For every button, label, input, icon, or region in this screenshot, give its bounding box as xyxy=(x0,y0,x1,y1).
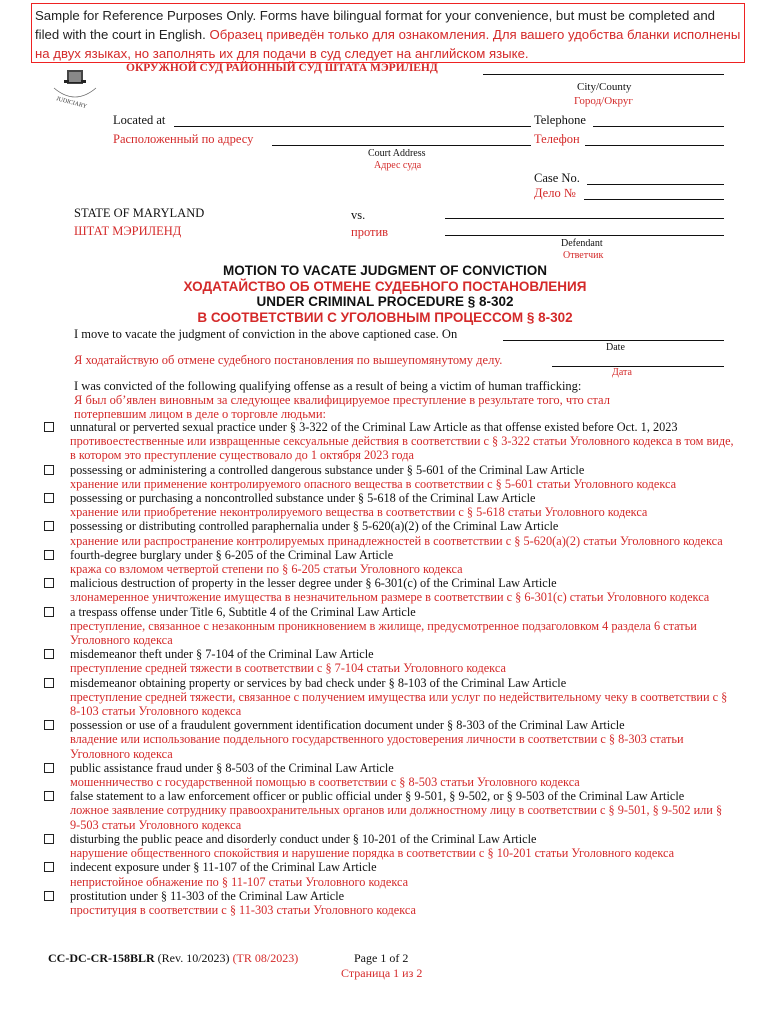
offense-ru: хранение или приобретение неконтролируемого вещества в соответствии с § 5-618 статьи Уголовного кодекса xyxy=(70,505,648,520)
defendant-line-2[interactable] xyxy=(445,235,724,236)
offense-text xyxy=(70,491,734,519)
judiciary-seal xyxy=(50,66,100,108)
court-address-label: Court Address xyxy=(368,148,426,159)
offense-item xyxy=(44,789,734,832)
defendant-label: Defendant xyxy=(561,238,603,249)
offense-en: unnatural or perverted sexual practice under § 3-322 of the Criminal Law Article as that offense existed before Oct. 1, 2023 xyxy=(70,420,678,434)
offense-item xyxy=(44,491,734,519)
offense-text xyxy=(70,718,734,761)
convicted-statement: I was convicted of the following qualifying offense as a result of being a victim of human trafficking: xyxy=(74,379,582,393)
form-rev: (Rev. 10/2023) xyxy=(157,951,230,965)
offense-checkbox[interactable] xyxy=(44,791,54,801)
title-line2-en: UNDER CRIMINAL PROCEDURE § 8-302 xyxy=(256,294,514,309)
state-label-ru: ШТАТ МЭРИЛЕНД xyxy=(74,224,182,238)
offense-en: indecent exposure under § 11-107 of the Criminal Law Article xyxy=(70,860,377,875)
offense-item xyxy=(44,832,734,860)
offense-text xyxy=(70,463,734,491)
motion-date-line[interactable] xyxy=(503,340,724,341)
date-label-ru: Дата xyxy=(612,367,632,378)
telephone-line[interactable] xyxy=(593,126,724,127)
offense-en: possession or use of a fraudulent government identification document under § 8-303 of the Criminal Law Article xyxy=(70,718,625,733)
offense-text xyxy=(70,860,734,888)
offense-checkbox[interactable] xyxy=(44,521,54,531)
telephone-line-ru xyxy=(585,145,724,146)
offense-checkbox[interactable] xyxy=(44,493,54,503)
offense-checkbox[interactable] xyxy=(44,649,54,659)
motion-statement-ru: Я ходатайствую об отмене судебного постановления по вышеупомянутому делу. xyxy=(74,353,503,367)
offense-en: misdemeanor obtaining property or services by bad check under § 8-103 of the Criminal Law Article xyxy=(70,675,567,690)
located-at-label-ru: Расположенный по адресу xyxy=(113,132,254,146)
court-address-label-ru: Адрес суда xyxy=(374,160,422,171)
offense-checkbox[interactable] xyxy=(44,834,54,844)
offense-en: possessing or purchasing a noncontrolled substance under § 5-618 of the Criminal Law Article xyxy=(70,491,536,506)
form-tr: (TR 08/2023) xyxy=(232,951,299,965)
offense-text xyxy=(70,605,734,648)
date-label: Date xyxy=(606,342,625,353)
case-no-line-ru xyxy=(584,199,724,200)
offense-text xyxy=(70,889,734,917)
seal-lettering: JUDICIARY xyxy=(55,96,88,108)
offense-ru: преступление средней тяжести, связанное с получением имущества или услуг по недействительному чеку в соответствии с § 8-103 статьи Уголовного кодекса xyxy=(70,689,728,719)
offense-en: disturbing the public peace and disorderly conduct under § 10-201 of the Criminal Law Article xyxy=(70,831,537,846)
offense-text xyxy=(70,676,734,719)
title-line1-en: MOTION TO VACATE JUDGMENT OF CONVICTION xyxy=(223,263,547,278)
located-at-line-ru xyxy=(272,145,531,146)
offense-checkbox[interactable] xyxy=(44,763,54,773)
offense-ru: противоестественные или извращенные сексуальные действия в соответствии с § 3-322 статьи Уголовного кодекса в том виде, в котором это преступление существовало до 1 октября 2023 года xyxy=(70,434,734,463)
offense-item xyxy=(44,860,734,888)
city-county-label-ru: Город/Округ xyxy=(574,95,633,107)
defendant-label-ru: Ответчик xyxy=(563,250,604,261)
offense-list xyxy=(44,420,734,917)
notice-ru: Образец приведён только для ознакомления. Для вашего удобства бланки исполнены на двух языках, но заполнять их для подачи в суд следует на английском языке. xyxy=(35,27,741,61)
offense-en: prostitution under § 11-303 of the Criminal Law Article xyxy=(70,888,345,903)
title-line1-ru: ХОДАТАЙСТВО ОБ ОТМЕНЕ СУДЕБНОГО ПОСТАНОВЛЕНИЯ xyxy=(183,279,587,294)
offense-item xyxy=(44,463,734,491)
offense-item xyxy=(44,420,734,463)
vs-label-ru: против xyxy=(351,225,389,239)
offense-item xyxy=(44,889,734,917)
notice-en: Sample for Reference Purposes Only. Forms have bilingual format for your convenience, but must be completed and filed with the court in English. xyxy=(35,8,715,42)
offense-ru: непристойное обнажение по § 11-107 статьи Уголовного кодекса xyxy=(70,874,409,889)
offense-text xyxy=(70,832,734,860)
offense-ru: проституция в соответствии с § 11-303 статьи Уголовного кодекса xyxy=(70,902,416,917)
title-line2-ru: В СООТВЕТСТВИИ С УГОЛОВНЫМ ПРОЦЕССОМ § 8-302 xyxy=(197,310,573,325)
offense-item xyxy=(44,718,734,761)
offense-checkbox[interactable] xyxy=(44,550,54,560)
offense-item xyxy=(44,519,734,547)
offense-en: malicious destruction of property in the lesser degree under § 6-301(c) of the Criminal Law Article xyxy=(70,576,557,591)
court-name-line[interactable] xyxy=(483,74,724,75)
offense-en: fourth-degree burglary under § 6-205 of the Criminal Law Article xyxy=(70,547,394,562)
offense-ru: ложное заявление сотруднику правоохранительных органов или должностному лицу в соответствии с § 9-501, § 9-502 или § 9-503 статьи Уголовного кодекса xyxy=(70,803,723,832)
offense-checkbox[interactable] xyxy=(44,422,54,432)
telephone-label-ru: Телефон xyxy=(534,132,580,146)
court-header-ru: ОКРУЖНОЙ СУД РАЙОННЫЙ СУД ШТАТА МЭРИЛЕНД xyxy=(126,62,438,74)
offense-en: a trespass offense under Title 6, Subtitle 4 of the Criminal Law Article xyxy=(70,604,416,619)
vs-label: vs. xyxy=(351,208,366,222)
offense-text xyxy=(70,647,734,675)
state-label: STATE OF MARYLAND xyxy=(74,206,205,220)
offense-item xyxy=(44,576,734,604)
offense-checkbox[interactable] xyxy=(44,891,54,901)
offense-item xyxy=(44,676,734,719)
offense-text xyxy=(70,548,734,576)
offense-ru: нарушение общественного спокойствия и нарушение порядка в соответствии с § 10-201 статьи Уголовного кодекса xyxy=(70,846,675,861)
offense-item xyxy=(44,647,734,675)
case-no-label-ru: Дело № xyxy=(534,186,576,200)
offense-checkbox[interactable] xyxy=(44,678,54,688)
offense-en: possessing or administering a controlled dangerous substance under § 5-601 of the Criminal Law Article xyxy=(70,462,585,477)
convicted-statement-ru: Я был об’явлен виновным за следующее квалифицируемое преступление в результате того, что стал потерпевшим лицом в деле о торговле людьми: xyxy=(74,393,610,421)
form-footer xyxy=(48,951,298,966)
form-id: CC-DC-CR-158BLR xyxy=(48,951,155,965)
offense-checkbox[interactable] xyxy=(44,607,54,617)
offense-ru: кража со взломом четвертой степени по § 6-205 статьи Уголовного кодекса xyxy=(70,562,463,577)
offense-item xyxy=(44,605,734,648)
motion-statement: I move to vacate the judgment of conviction in the above captioned case. On xyxy=(74,327,458,341)
offense-checkbox[interactable] xyxy=(44,862,54,872)
offense-ru: преступление средней тяжести в соответствии с § 7-104 статьи Уголовного кодекса xyxy=(70,661,506,676)
offense-en: false statement to a law enforcement officer or public official under § 9-501, § 9-502, or § 9-503 of the Criminal Law Article xyxy=(70,789,685,804)
offense-item xyxy=(44,548,734,576)
offense-en: possessing or distributing controlled paraphernalia under § 5-620(a)(2) of the Criminal Law Article xyxy=(70,519,559,534)
offense-ru: мошенничество с государственной помощью в соответствии с § 8-503 статьи Уголовного кодекса xyxy=(70,775,580,790)
motion-date-line-ru xyxy=(552,366,724,367)
offense-text xyxy=(70,761,734,789)
offense-en: misdemeanor theft under § 7-104 of the Criminal Law Article xyxy=(70,647,374,662)
offense-ru: злонамеренное уничтожение имущества в незначительном размере в соответствии с § 6-301(c) статьи Уголовного кодекса xyxy=(70,590,710,605)
offense-checkbox[interactable] xyxy=(44,465,54,475)
sample-notice xyxy=(31,3,745,63)
offense-en: public assistance fraud under § 8-503 of the Criminal Law Article xyxy=(70,760,394,775)
city-county-label: City/County xyxy=(577,81,632,93)
offense-ru: хранение или применение контролируемого опасного вещества в соответствии с § 5-601 статьи Уголовного кодекса xyxy=(70,476,677,491)
offense-ru: хранение или распространение контролируемых принадлежностей в соответствии с § 5-620(a)(2) статьи Уголовного кодекса xyxy=(70,533,723,548)
offense-ru: преступление, связанное с незаконным проникновением в жилище, предусмотренное подзаголовком 4 раздела 6 статьи Уголовного кодекса xyxy=(70,618,697,648)
located-at-label: Located at xyxy=(113,113,166,127)
page-number-ru: Страница 1 из 2 xyxy=(341,966,423,980)
defendant-line-1[interactable] xyxy=(445,218,724,219)
offense-text xyxy=(70,519,734,547)
case-no-line[interactable] xyxy=(587,184,724,185)
offense-checkbox[interactable] xyxy=(44,578,54,588)
offense-item xyxy=(44,761,734,789)
page-number: Page 1 of 2 xyxy=(354,951,409,965)
located-at-line[interactable] xyxy=(174,126,531,127)
offense-text xyxy=(70,576,734,604)
telephone-label: Telephone xyxy=(534,113,586,127)
offense-text xyxy=(70,789,734,832)
offense-text xyxy=(70,420,734,463)
offense-ru: владение или использование поддельного государственного удостоверения личности в соответствии с § 8-303 статьи Уголовного кодекса xyxy=(70,732,684,761)
offense-checkbox[interactable] xyxy=(44,720,54,730)
case-no-label: Case No. xyxy=(534,171,580,185)
